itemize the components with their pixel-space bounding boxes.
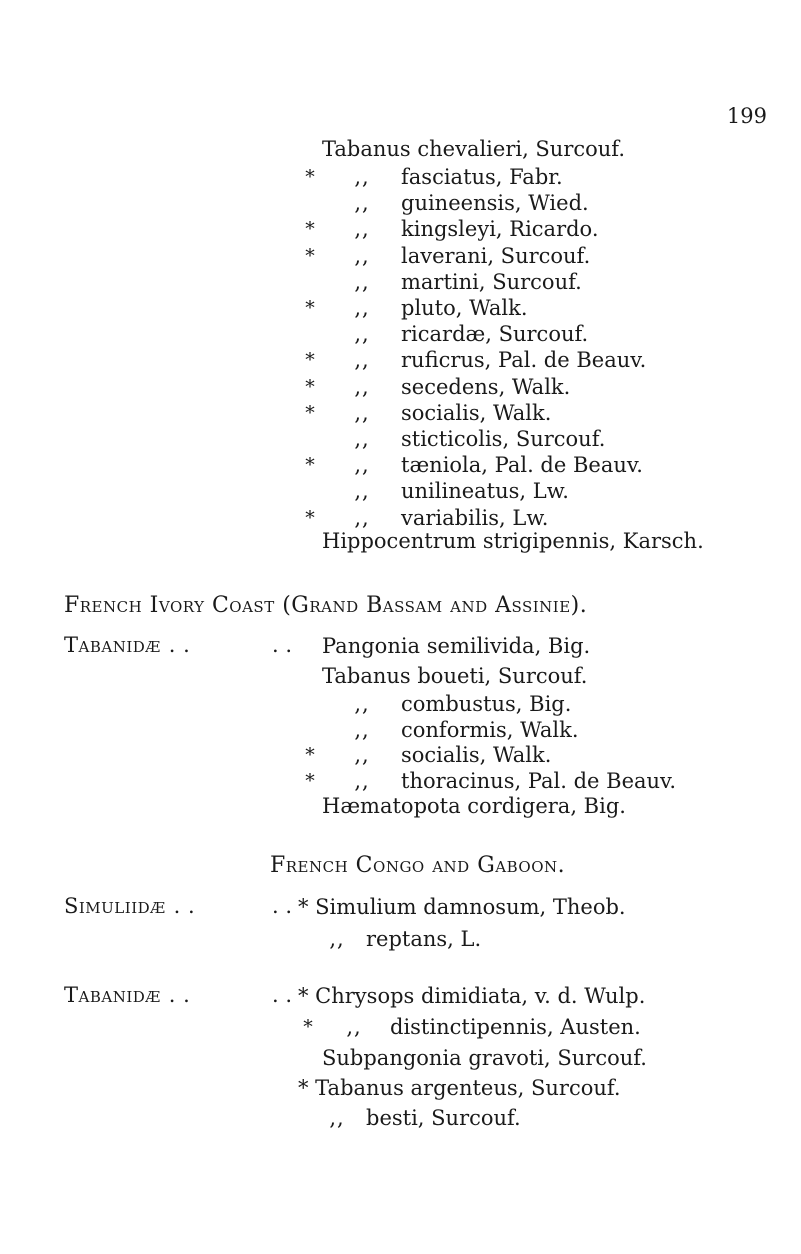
ditto-mark: ,, [354,479,370,504]
leader-dots: . . [173,894,196,918]
species-name: Subpangonia gravoti, Surcouf. [322,1046,647,1070]
species-name: Hippocentrum strigipennis, Karsch. [322,529,704,553]
ditto-mark: ,, [354,348,370,373]
species-name: martini, Surcouf. [401,269,582,294]
asterisk-mark: * [305,244,315,267]
family-name: Simuliidæ [64,894,166,918]
family-label [64,983,190,1007]
ditto-mark: ,, [354,269,370,294]
ditto-mark: ,, [329,927,345,951]
family-label [64,633,190,657]
asterisk-mark: * [303,1016,313,1038]
asterisk-mark: * [305,744,315,766]
species-name: * Simulium damnosum, Theob. [298,895,626,919]
leader-dots: . . [272,983,293,1007]
species-name: pluto, Walk. [401,296,528,320]
family-name: Tabanidæ [64,983,161,1007]
ditto-mark: ,, [354,400,370,425]
species-name: besti, Surcouf. [366,1106,521,1130]
ditto-mark: ,, [354,692,370,716]
species-name: Tabanus chevalieri, Surcouf. [322,137,626,161]
ditto-mark: ,, [354,374,370,399]
species-name: ricardæ, Surcouf. [401,322,589,347]
species-name: conformis, Walk. [401,717,579,742]
family-label [64,894,195,918]
section-heading: French Ivory Coast (Grand Bassam and Assinie). [64,593,588,618]
species-name: tæniola, Pal. de Beauv. [401,453,643,478]
species-name: reptans, L. [366,927,482,951]
species-name: * Tabanus argenteus, Surcouf. [298,1076,621,1100]
species-name: distinctipennis, Austen. [390,1015,641,1039]
ditto-mark: ,, [354,453,370,478]
ditto-mark: ,, [354,743,370,767]
species-name: * Chrysops dimidiata, v. d. Wulp. [298,984,646,1008]
ditto-mark: ,, [354,717,370,742]
asterisk-mark: * [305,506,315,529]
leader-dots: . . [168,983,191,1007]
ditto-mark: ,, [354,191,370,216]
leader-dots: . . [168,633,191,657]
species-name: fasciatus, Fabr. [401,165,563,189]
species-name: socialis, Walk. [401,400,552,425]
asterisk-mark: * [305,349,315,372]
species-name: Tabanus boueti, Surcouf. [322,664,588,688]
species-name: variabilis, Lw. [401,505,549,530]
asterisk-mark: * [305,218,315,241]
family-name: Tabanidæ [64,633,161,657]
leader-dots: . . [272,894,293,918]
page-number: 199 [726,104,767,128]
leader-dots: . . [272,633,293,657]
ditto-mark: ,, [354,217,370,242]
asterisk-mark: * [305,401,315,424]
section-heading: French Congo and Gaboon. [270,853,566,878]
species-name: ruficrus, Pal. de Beauv. [401,348,647,373]
species-name: combustus, Big. [401,692,572,716]
ditto-mark: ,, [354,296,370,320]
asterisk-mark: * [305,297,315,319]
species-name: laverani, Surcouf. [401,243,591,268]
species-name: unilineatus, Lw. [401,479,569,504]
species-name: sticticolis, Surcouf. [401,427,606,451]
species-name: Pangonia semilivida, Big. [322,634,591,658]
ditto-mark: ,, [346,1015,362,1039]
ditto-mark: ,, [354,768,370,793]
asterisk-mark: * [305,454,315,477]
species-name: secedens, Walk. [401,374,571,399]
species-name: socialis, Walk. [401,743,552,767]
asterisk-mark: * [305,166,315,188]
ditto-mark: ,, [354,322,370,347]
species-name: thoracinus, Pal. de Beauv. [401,768,677,793]
ditto-mark: ,, [354,243,370,268]
asterisk-mark: * [305,769,315,792]
asterisk-mark: * [305,375,315,398]
ditto-mark: ,, [354,505,370,530]
species-name: guineensis, Wied. [401,191,589,216]
ditto-mark: ,, [354,165,370,189]
species-name: kingsleyi, Ricardo. [401,217,599,242]
ditto-mark: ,, [354,427,370,451]
ditto-mark: ,, [329,1106,345,1130]
species-name: Hæmatopota cordigera, Big. [322,794,626,818]
